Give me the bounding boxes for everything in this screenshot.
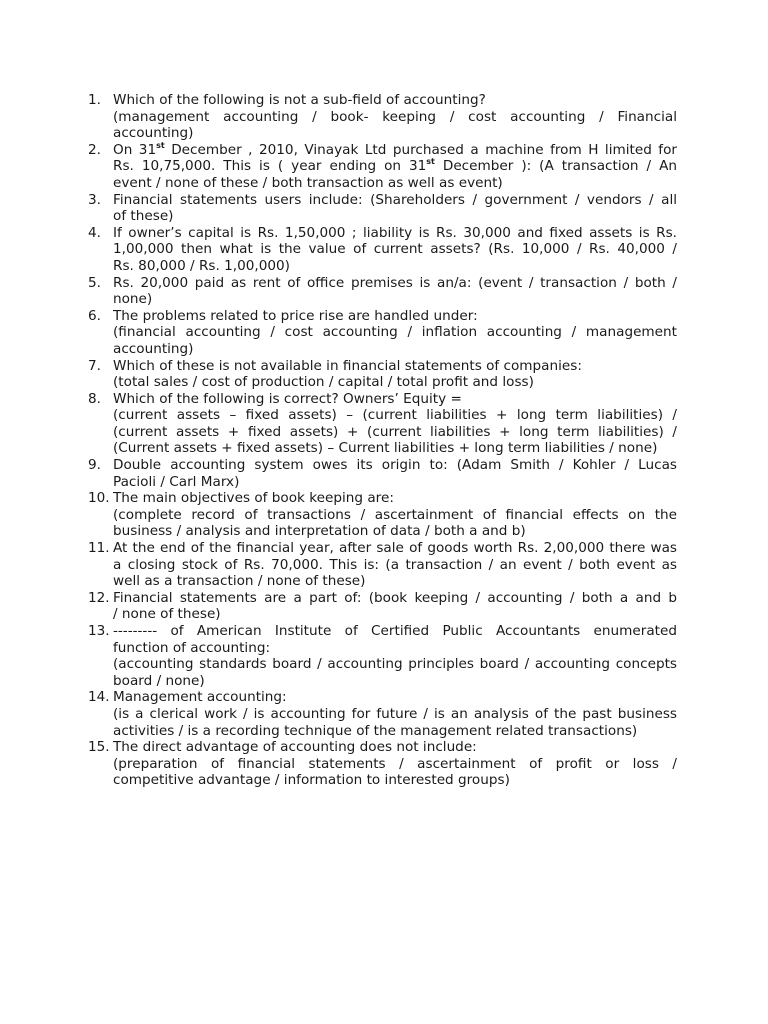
question-line: The problems related to price rise are handled under: [113,307,478,324]
question-line [113,158,677,175]
question-line: The direct advantage of accounting does not include: [113,739,477,756]
question-line: of these) [113,208,174,225]
question-line: function of accounting: [113,639,271,656]
question-line: 1,00,000 then what is the value of current assets? (Rs. 10,000 / Rs. 40,000 / [113,241,677,258]
question-line: (Current assets + fixed assets) – Current liabilities + long term liabilities / none) [113,440,658,457]
question-line: business / analysis and interpretation of data / both a and b) [113,523,526,540]
question-number: 9. [88,457,101,474]
question-item [88,391,677,457]
question-line: If owner’s capital is Rs. 1,50,000 ; liability is Rs. 30,000 and fixed assets is Rs. [113,224,677,241]
question-number: 13. [88,623,110,639]
question-item [88,225,677,275]
question-line: --------- of American Institute of Certified Public Accountants enumerated [113,623,677,639]
question-list [88,92,677,789]
question-line: a closing stock of Rs. 70,000. This is: (a transaction / an event / both event as [113,556,677,573]
question-line: / none of these) [113,606,221,623]
question-number: 15. [88,739,110,756]
question-number: 12. [88,589,110,606]
line-text: On 31 [113,141,157,158]
question-item [88,92,677,142]
question-number: 7. [88,357,101,374]
question-item [88,308,677,358]
question-item [88,739,677,789]
question-line: Which of these is not available in financial statements of companies: [113,357,582,374]
question-number: 10. [88,490,110,507]
question-line: accounting) [113,340,194,357]
question-item [88,590,677,623]
question-item [88,689,677,739]
question-line: Rs. 80,000 / Rs. 1,00,000) [113,257,290,274]
question-line: accounting) [113,125,194,142]
question-number: 2. [88,141,101,158]
question-item [88,275,677,308]
question-item [88,142,677,192]
question-line: (current assets + fixed assets) + (current liabilities + long term liabilities) / [113,423,677,440]
question-line: Double accounting system owes its origin to: (Adam Smith / Kohler / Lucas [113,457,677,474]
question-number: 4. [88,224,101,241]
question-number: 1. [88,92,101,108]
question-number: 5. [88,274,101,291]
question-number: 11. [88,540,110,557]
question-line: well as a transaction / none of these) [113,573,366,590]
question-line [113,142,677,159]
question-line: (current assets – fixed assets) – (current liabilities + long term liabilities) / [113,407,677,424]
question-number: 3. [88,191,101,208]
question-number: 6. [88,307,101,324]
question-number: 8. [88,390,101,407]
question-line: competitive advantage / information to interested groups) [113,772,510,789]
question-line: event / none of these / both transaction as well as event) [113,174,503,191]
line-text: Rs. 10,75,000. This is ( year ending on 31 [113,158,427,175]
question-line: (is a clerical work / is accounting for future / is an analysis of the past business [113,705,677,722]
question-line: board / none) [113,672,205,689]
question-number: 14. [88,689,110,706]
question-line: (accounting standards board / accounting principles board / accounting concepts [113,656,677,673]
question-item [88,623,677,689]
ordinal-suffix: st [156,141,165,150]
question-line: (financial accounting / cost accounting / inflation accounting / management [113,324,677,341]
question-line: none) [113,291,153,308]
question-line: At the end of the financial year, after sale of goods worth Rs. 2,00,000 there was [113,540,677,557]
question-item [88,490,677,540]
question-line: Financial statements users include: (Shareholders / government / vendors / all [113,191,677,208]
question-line: (complete record of transactions / ascertainment of financial effects on the [113,506,677,523]
question-line: Financial statements are a part of: (book keeping / accounting / both a and b [113,589,677,606]
question-line: Pacioli / Carl Marx) [113,473,240,490]
question-item [88,457,677,490]
line-text: December ): (A transaction / An [434,158,677,175]
question-line: (total sales / cost of production / capital / total profit and loss) [113,374,534,391]
question-line: activities / is a recording technique of the management related transactions) [113,722,638,739]
question-item [88,540,677,590]
question-line: Management accounting: [113,689,287,706]
question-line: Which of the following is correct? Owners’ Equity = [113,390,462,407]
question-line: Rs. 20,000 paid as rent of office premises is an/a: (event / transaction / both / [113,274,677,291]
question-line: (preparation of financial statements / ascertainment of profit or loss / [113,755,677,772]
question-line: The main objectives of book keeping are: [113,490,394,507]
line-text: December , 2010, Vinayak Ltd purchased a machine from H limited for [164,141,677,158]
question-line: Which of the following is not a sub-field of accounting? [113,92,486,108]
question-item [88,192,677,225]
question-item [88,358,677,391]
ordinal-suffix: st [426,158,435,167]
question-line: (management accounting / book- keeping / cost accounting / Financial [113,108,677,125]
